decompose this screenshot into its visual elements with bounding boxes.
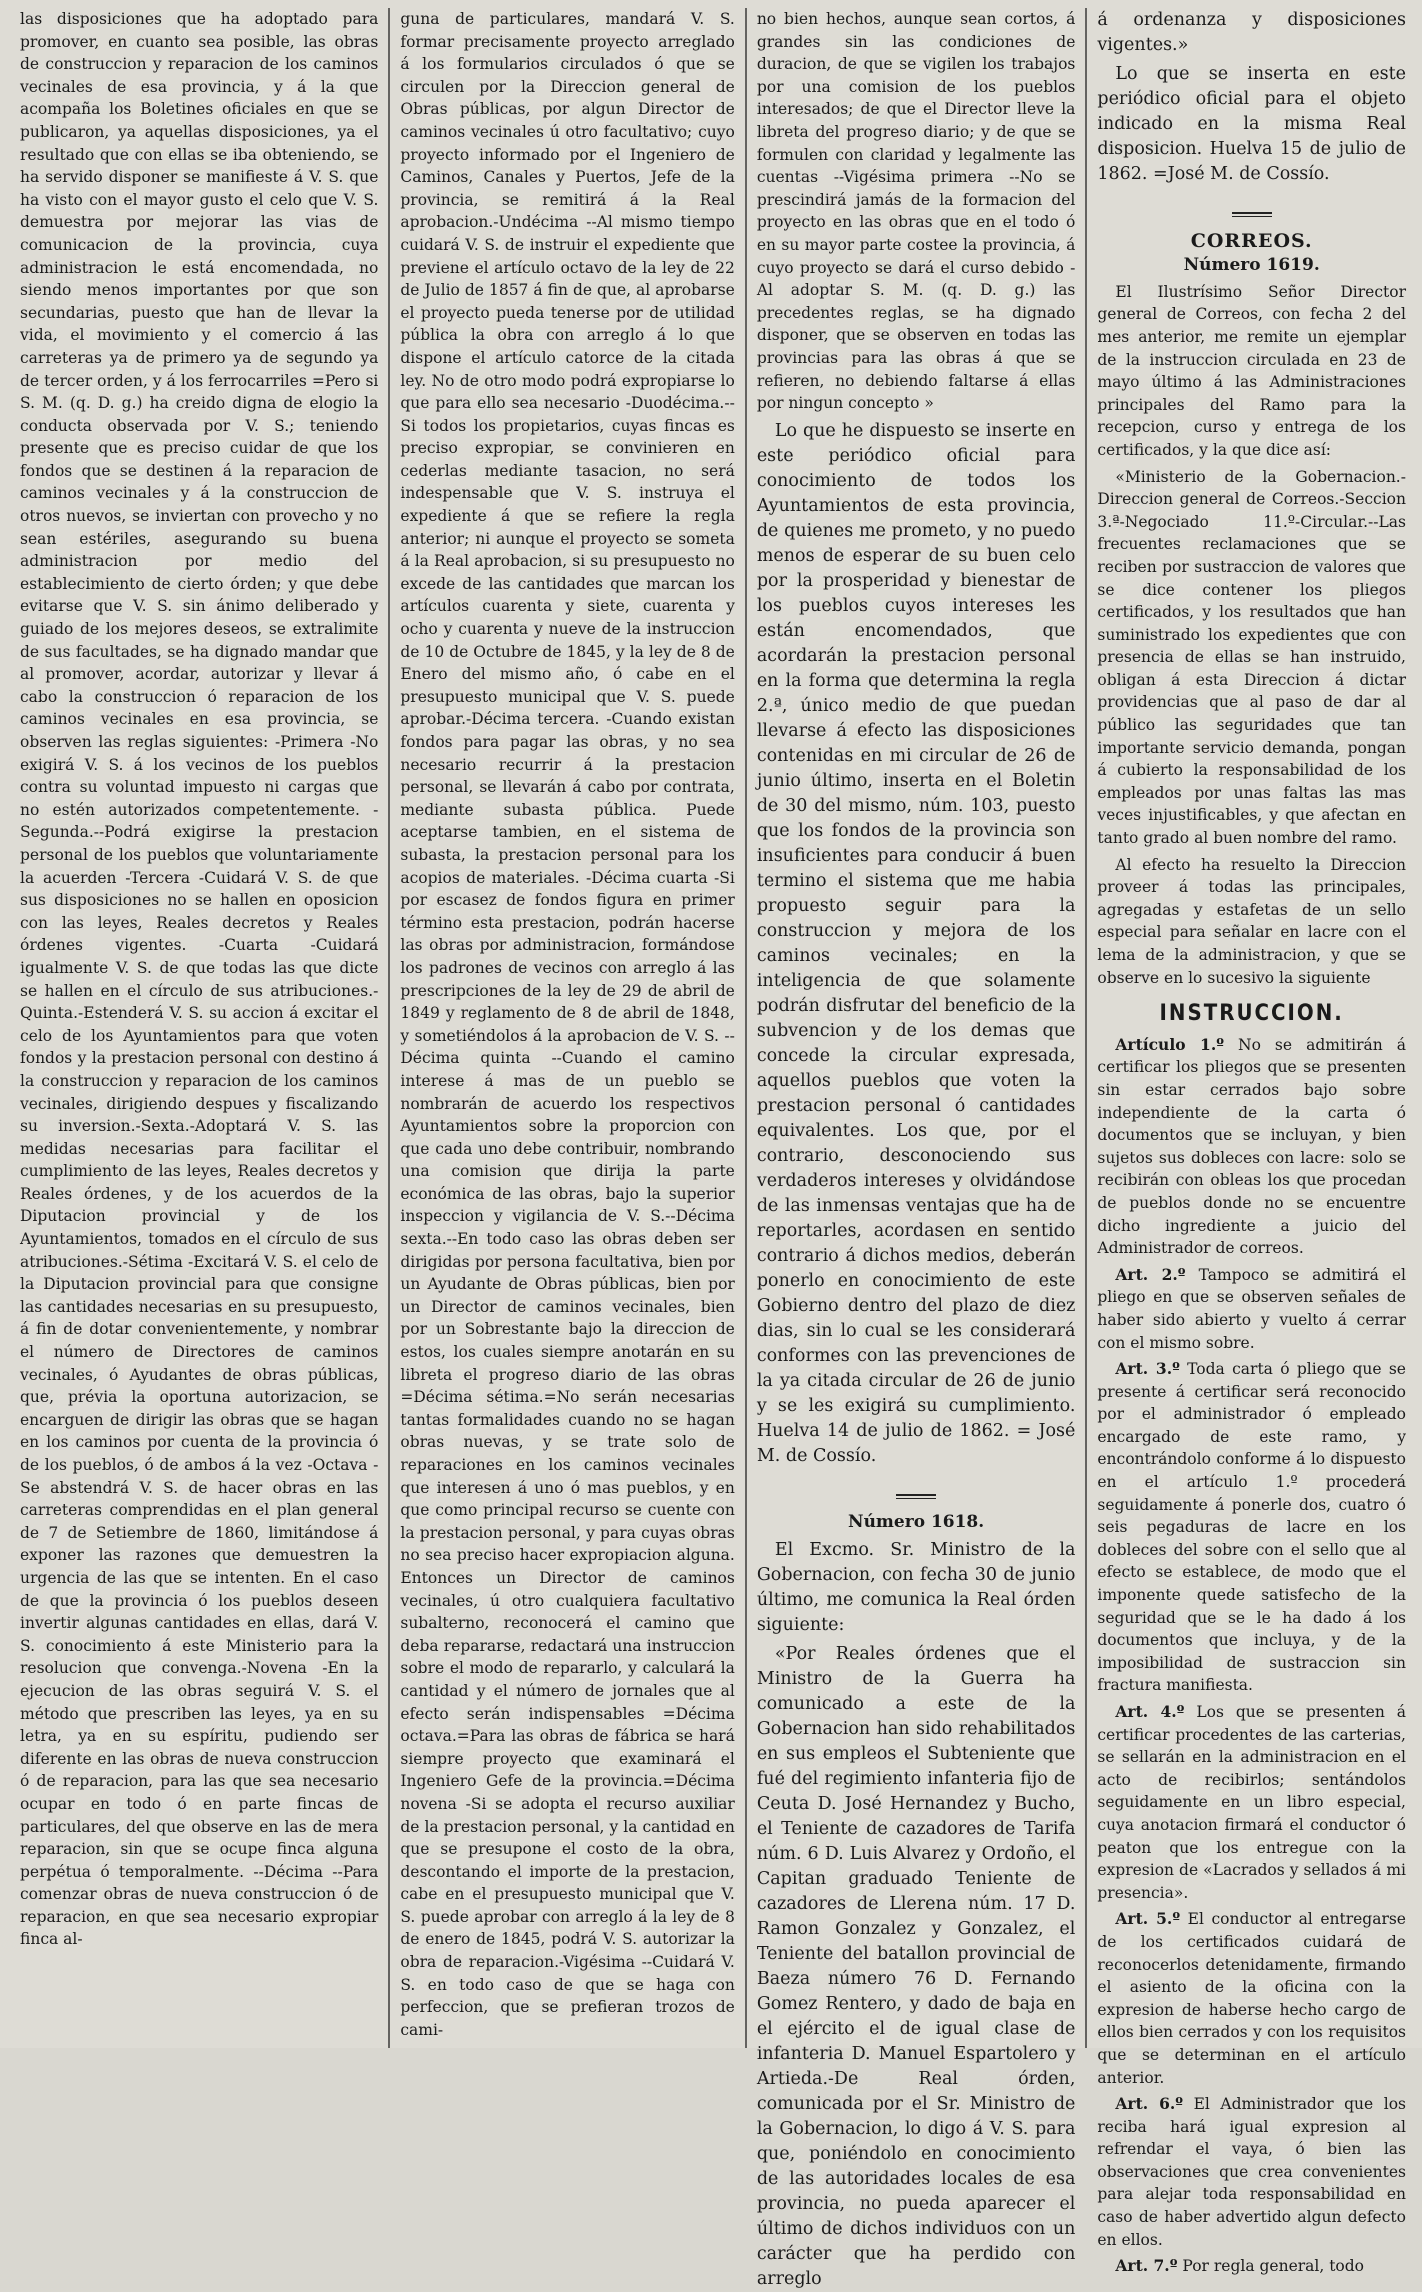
column-3 bbox=[747, 8, 1086, 2289]
article-paragraph bbox=[1097, 1701, 1406, 1904]
article-label: Art. 5.º bbox=[1115, 1909, 1181, 1929]
section-separator bbox=[757, 1483, 1076, 1506]
article-paragraph bbox=[1097, 2093, 1406, 2251]
column-2 bbox=[390, 8, 744, 2048]
article-label: Art. 2.º bbox=[1115, 1264, 1186, 1284]
article-label: Art. 6.º bbox=[1115, 2094, 1184, 2114]
column-1 bbox=[10, 8, 388, 2048]
section-separator bbox=[1097, 201, 1406, 224]
article-paragraph bbox=[1097, 2255, 1406, 2278]
column-3-paragraph: no bien hechos, aunque sean cortos, á grandes sin las condiciones de duracion, de que se vigilen los trabajos por una comision de los pueblos interesados; de que el Director lleve la libreta del progreso diario; y de que se formulen con claridad y legalmente las cuentas --Vigésima primera --No se prescindirá jamás de la formacion del proyecto en las obras que en el todo ó en su mayor parte costee la provincia, á cuyo proyecto se dará el curso debido -Al adoptar S. M. (q. D. g.) las precedentes reglas, se ha dignado disponer, que se observen en todas las provincias para las obras á que se refieren, no debiendo faltarse á ellas por ningun concepto » bbox=[756, 10, 1076, 413]
article-list bbox=[1097, 1034, 1406, 2278]
article-paragraph bbox=[1097, 1264, 1406, 1354]
column-1-text: las disposiciones que ha adoptado para promover, en cuanto sea posible, las obras de construccion y reparacion de los caminos vecinales de esa provincia, y á la que acompaña los Boletines oficiales en que se publicaron, ya aquellas disposiciones, ya el resultado que con ellas se iba obteniendo, se ha servido disponer se manifieste á V. S. que ha visto con el mayor gusto el celo que V. S. demuestra por mejorar las vias de comunicacion de la provincia, cuya administracion le está encomendada, no siendo menos importantes por que son secundarias, puesto que han de llevar la vida, el movimiento y el comercio á las carreteras ya de primero ya de segundo ya de tercer orden, y á los ferrocarriles =Pero si S. M. (q. D. g.) ha creido digna de elogio la conducta observada por V. S.; teniendo presente que es preciso cuidar de que los fondos que se destinen á la reparacion de caminos vecinales y á la construccion de otros nuevos, se inviertan con provecho y no sean estériles, asegurando su buena administracion por medio del establecimiento de cierto órden; y que debe evitarse que V. S. sin ánimo deliberado y guiado de los mejores deseos, se extralimite de sus facultades, se ha dignado mandar que al promover, acordar, autorizar y llevar á cabo la construccion ó reparacion de los caminos vecinales en esa provincia, se observen las reglas siguientes: -Primera -No exigirá V. S. á los vecinos de los pueblos contra su voluntad impuesto ni cargas que no estén autorizados competentemente. -Segunda.--Podrá exigirse la prestacion personal de los pueblos que voluntariamente la acuerden -Tercera -Cuidará V. S. de que sus disposiciones no se hallen en oposicion con las leyes, Reales decretos y Reales órdenes vigentes. -Cuarta -Cuidará igualmente V. S. de que todas las que dicte se hallen en el círculo de sus atribuciones.-Quinta.-Estenderá V. S. su accion á excitar el celo de los Ayuntamientos para que voten fondos y la prestacion personal con destino á la construccion y reparacion de los caminos vecinales, dirigiendo despues y fiscalizando su inversion.-Sexta.-Adoptará V. S. las medidas necesarias para facilitar el cumplimiento de las leyes, Reales decretos y Reales órdenes, y de los acuerdos de la Diputacion provincial y de los Ayuntamientos, tomados en el círculo de sus atribuciones.-Sétima -Excitará V. S. el celo de la Diputacion provincial para que consigne las cantidades necesarias en su presupuesto, á fin de dotar convenientemente, y nombrar el número de Directores de caminos vecinales, ó Ayudantes de obras públicas, que, prévia la oportuna autorizacion, se encarguen de dirigir las obras que se hagan en los caminos por cuenta de la provincia ó de los pueblos, ó de ambos á la vez -Octava -Se abstendrá V. S. de hacer obras en las carreteras comprendidas en el plan general de 7 de Setiembre de 1860, limitándose á exponer las razones que demuestren la urgencia de las que se intenten. En el caso de que la provincia ó los pueblos deseen invertir algunas cantidades en ellas, dará V. S. conocimiento á este Ministerio para la resolucion que convenga.-Novena -En la ejecucion de las obras seguirá V. S. el método que prescriben las leyes, ya en su letra, ya en su espíritu, pudiendo ser diferente en las obras de nueva construccion ó de reparacion, para las que sea necesario ocupar en todo ó en parte fincas de particulares, del que observe en las de mera reparacion, sin que se ocupe finca alguna perpétua ó temporalmente. --Décima --Para comenzar obras de nueva construccion ó de reparacion, en que sea necesario expropiar finca al- bbox=[20, 10, 379, 1949]
column-3-paragraph: Lo que he dispuesto se inserte en este periódico oficial para conocimiento de todos los Ayuntamientos de esta provincia, de quienes me prometo, y no puedo menos de esperar de su buen celo por la prosperidad y bienestar de los pueblos cuyos intereses les están encomendados, que acordarán la prestacion personal en la forma que determina la regla 2.ª, único medio de que puedan llevarse á efecto las disposiciones contenidas en mi circular de 26 de junio último, inserta en el Boletin de 30 del mismo, núm. 103, puesto que los fondos de la provincia son insuficientes para conducir á buen termino el sistema que me habia propuesto seguir para la construccion y mejora de los caminos vecinales; en la inteligencia de que solamente podrán disfrutar del beneficio de la subvencion y de los demas que concede la circular expresada, aquellos pueblos que voten la prestacion personal ó cantidades equivalentes. Los que, por el contrario, desconociendo sus verdaderos intereses y olvidándose de las inmensas ventajas que ha de reportarles, acordasen en sentido contrario á dichos medios, deberán ponerlo en conocimiento de este Gobierno dentro del plazo de diez dias, sin lo cual se les considerará conformes con las prevenciones de la ya citada circular de 26 de junio y se les exigirá su cumplimiento. Huelva 14 de julio de 1862. = José M. de Cossío. bbox=[756, 420, 1076, 1466]
article-label: Art. 7.º bbox=[1115, 2256, 1178, 2276]
column-4-paragraph: Al efecto ha resuelto la Direccion proveer á todas las principales, agregadas y estafetas de un sello especial para señalar en lacre con el lema de la administracion, y que se observe en lo sucesivo la siguiente bbox=[1097, 855, 1406, 987]
column-rule bbox=[745, 8, 747, 2048]
article-text: Los que se presenten á certificar procedentes de las carterias, se sellarán en la administracion en el acto de recibirlos; sentándolos seguidamente en un libro especial, cuya anotacion firmará el conductor ó peaton que los entregue con la expresion de «Lacrados y sellados á mi presencia». bbox=[1097, 1703, 1406, 1902]
article-paragraph bbox=[1097, 1908, 1406, 2089]
article-text: Por regla general, todo bbox=[1182, 2257, 1365, 2276]
notice-number-title: Número 1618. bbox=[848, 1512, 985, 1533]
column-4-paragraph: á ordenanza y disposiciones vigentes.» bbox=[1097, 10, 1406, 55]
article-label: Art. 4.º bbox=[1115, 1702, 1185, 1721]
section-title: CORREOS. bbox=[1190, 229, 1313, 252]
article-text: No se admitirán á certificar los pliegos que se presenten sin estar cerrados bajo sobre independiente de la carta ó documentos que se incluyan, y bien sujetos sus dobleces con lacre: solo se recibirán con obleas los que procedan de pueblos donde no se encuentre dicho ingrediente a juicio del Administrador de correos. bbox=[1097, 1035, 1406, 1258]
column-3-paragraph: El Excmo. Sr. Ministro de la Gobernacion, con fecha 30 de junio último, me comunica la Real órden siguiente: bbox=[756, 1539, 1076, 1635]
column-rule bbox=[1085, 8, 1087, 2048]
column-3-paragraph: «Por Reales órdenes que el Ministro de la Guerra ha comunicado a este de la Gobernacion han sido rehabilitados en sus empleos el Subteniente que fué del regimiento infanteria fijo de Ceuta D. José Hernandez y Bucho, el Teniente de cazadores de Tarifa núm. 6 D. Luis Alvarez y Ordoño, el Capitan graduado Teniente de cazadores de Llerena núm. 17 D. Ramon Gonzalez y Gonzalez, el Teniente del batallon provincial de Baeza número 76 D. Fernando Gomez Rentero, y dado de baja en el ejército el de igual clase de infanteria D. Manuel Espartolero y Artieda.-De Real órden, comunicada por el Sr. Ministro de la Gobernacion, lo digo á V. S. para que, poniéndolo en conocimiento de las autoridades locales de esa provincia, no pueda aparecer el último de dichos individuos con un carácter que ha perdido con arreglo bbox=[756, 1643, 1076, 2289]
column-rule bbox=[388, 8, 390, 2048]
article-text: El Administrador que los reciba hará igual expresion al refrendar el vaya, ó bien las observaciones que crea convenientes para alejar toda responsabilidad en caso de haber advertido algun defecto en ellos. bbox=[1097, 2095, 1406, 2249]
column-4-paragraph: Lo que se inserta en este periódico oficial para el objeto indicado en la misma Real disposicion. Huelva 15 de julio de 1862. =José M. de Cossío. bbox=[1097, 64, 1406, 184]
instruction-title: INSTRUCCION. bbox=[1159, 1001, 1344, 1027]
article-paragraph bbox=[1097, 1034, 1406, 1260]
article-paragraph bbox=[1097, 1358, 1406, 1697]
article-label: Art. 3.º bbox=[1115, 1359, 1180, 1379]
article-label: Artículo 1.º bbox=[1115, 1034, 1224, 1054]
notice-number-title: Número 1619. bbox=[1183, 255, 1320, 276]
article-text: Toda carta ó pliego que se presente á certificar será reconocido por el administrador ó empleado encargado de este ramo, y encontrándolo conforme á lo dispuesto en el artículo 1.º procederá seguidamente á ponerle dos, cuatro ó seis pegaduras de lacre en los dobleces del sobre con el sello que al efecto se establece, de modo que el imponente quede satisfecho de la seguridad que se le ha dado á los documentos que incluya, y de la imposibilidad de sustraccion sin fractura manifiesta. bbox=[1097, 1360, 1406, 1695]
article-text: Tampoco se admitirá el pliego en que se observen señales de haber sido abierto y vuelto á cerrar con el mismo sobre. bbox=[1097, 1265, 1406, 1352]
column-4 bbox=[1087, 8, 1416, 2276]
column-4-paragraph: El Ilustrísimo Señor Director general de Correos, con fecha 2 del mes anterior, me remite un ejemplar de la instruccion circulada en 23 de mayo último á las Administraciones principales del Ramo para la recepcion, curso y entrega de los certificados, y la que dice así: bbox=[1097, 282, 1406, 459]
column-2-text: guna de particulares, mandará V. S. formar precisamente proyecto arreglado á los formularios circulados ó que se circulen por la Direccion general de Obras públicas, por algun Director de caminos vecinales ú otro facultativo; cuyo proyecto informado por el Ingeniero de Caminos, Canales y Puertos, Jefe de la provincia, se remitirá á la Real aprobacion.-Undécima --Al mismo tiempo cuidará V. S. de instruir el expediente que previene el artículo octavo de la ley de 22 de Julio de 1857 á fin de que, al aprobarse el proyecto pueda tenerse por de utilidad pública la obra con arreglo á lo que dispone el artículo catorce de la citada ley. No de otro modo podrá expropiarse lo que para ello sea necesario -Duodécima.--Si todos los propietarios, cuyas fincas es preciso expropiar, se convinieren en cederlas mediante tasacion, no será indespensable que V. S. instruya el expediente á que se refiere la regla anterior; ni aunque el proyecto se someta á la Real aprobacion, si su presupuesto no excede de las cantidades que marcan los artículos cuarenta y siete, cuarenta y ocho y cuarenta y nueve de la instruccion de 10 de Octubre de 1845, y la ley de 8 de Enero del mismo año, ó cabe en el presupuesto municipal que V. S. puede aprobar.-Décima tercera. -Cuando existan fondos para pagar las obras, y no sea necesario recurrir á la prestacion personal, se llevarán á cabo por contrata, mediante subasta pública. Puede aceptarse tambien, en el sistema de subasta, la prestacion personal para los acopios de materiales. -Décima cuarta -Si por escasez de fondos figura en primer término esta prestacion, podrán hacerse las obras por administracion, formándose los padrones de vecinos con arreglo á las prescripciones de la ley de 29 de abril de 1849 y reglamento de 8 de abril de 1848, y sometiéndolos á la aprobacion de V. S. --Décima quinta --Cuando el camino interese á mas de un pueblo se nombrarán de acuerdo los respectivos Ayuntamientos sobre la proporcion con que cada uno debe contribuir, nombrando una comision que dirija la parte económica de las obras, bajo la superior inspeccion y vigilancia de V. S.--Décima sexta.--En todo caso las obras deben ser dirigidas por persona facultativa, bien por un Ayudante de Obras públicas, bien por un Director de caminos vecinales, bien por un Sobrestante bajo la direccion de estos, los cuales siempre anotarán en su libreta el progreso diario de las obras =Décima sétima.=No serán necesarias tantas formalidades cuando no se hagan obras nuevas, y se trate solo de reparaciones en los caminos vecinales que interesen á uno ó mas pueblos, y en que como principal recurso se cuente con la prestacion personal, y para cuyas obras no sea preciso hacer expropiacion alguna. Entonces un Director de caminos vecinales, ú otro cualquiera facultativo subalterno, reconocerá el camino que deba repararse, redactará una instruccion sobre el modo de repararlo, y calculará la cantidad y el número de jornales que al efecto serán indispensables =Décima octava.=Para las obras de fábrica se hará siempre proyecto que examinará el Ingeniero Gefe de la provincia.=Décima novena -Si se adopta el recurso auxiliar de la prestacion personal, y la cantidad en que se presupone el costo de la obra, descontando el importe de la prestacion, cabe en el presupuesto municipal que V. S. puede aprobar con arreglo á la ley de 8 de enero de 1845, podrá V. S. autorizar la obra de reparacion.-Vigésima --Cuidará V. S. en todo caso de que se haga con perfeccion, que se prefieran trozos de cami- bbox=[400, 10, 735, 2039]
article-text: El conductor al entregarse de los certificados cuidará de reconocerlos detenidamente, firmando el asiento de la oficina con la expresion de haberse hecho cargo de ellos bien cerrados y con los requisitos que se determinan en el artículo anterior. bbox=[1097, 1910, 1406, 2087]
column-4-paragraph: «Ministerio de la Gobernacion.-Direccion general de Correos.-Seccion 3.ª-Negociado 11.º-Circular.--Las frecuentes reclamaciones que se reciben por sustraccion de valores que se dice contener los pliegos certificados, y los resultados que han suministrado los expedientes que con presencia de ellas se han instruido, obligan á esta Direccion á dictar providencias que al paso de dar al público las seguridades que tan importante servicio demanda, pongan á cubierto la responsabilidad de los empleados por unas faltas las mas veces injustificables, y que afectan en tanto grado al buen nombre del ramo. bbox=[1097, 467, 1406, 848]
